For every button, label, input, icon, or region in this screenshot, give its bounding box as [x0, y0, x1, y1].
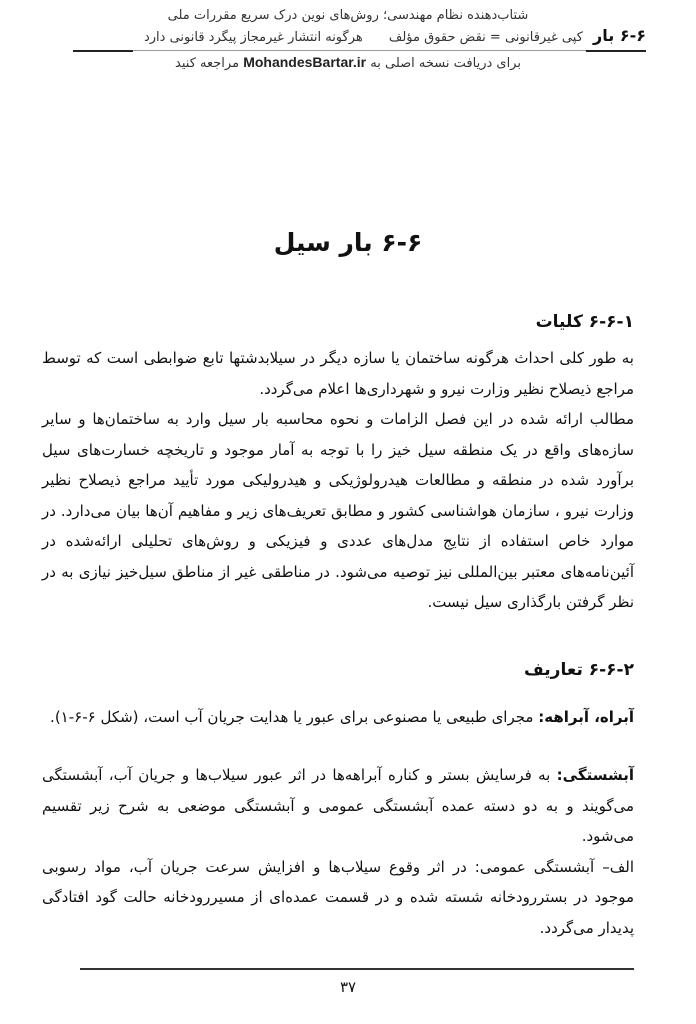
- definition-term: آبشستگی:: [556, 766, 634, 784]
- header-rule-middle: [133, 50, 586, 51]
- header-site-link[interactable]: MohandesBartar.ir: [243, 54, 367, 70]
- definition-text: به فرسایش بستر و کناره آبراهه‌ها در اثر عبور سیلاب‌ها و جریان آب، آبشستگی می‌گویند و به دو دسته عمده آبشستگی عمومی و آبشستگی موضعی به شرح زیر تقسیم می‌شود.: [42, 766, 634, 845]
- definition-item: [42, 852, 634, 944]
- header-rule-right: [586, 50, 646, 52]
- header-book-title: شتاب‌دهنده نظام مهندسی؛ روش‌های نوین درک سریع مقررات ملی: [167, 8, 529, 23]
- page-number: ۳۷: [339, 978, 357, 996]
- definition-abrah: [42, 702, 634, 733]
- header-running-line: [80, 26, 646, 45]
- paragraph: به طور کلی احداث هرگونه ساختمان یا سازه دیگر در سیلابدشتها تابع ضوابطی است که توسط مراجع ذیصلاح نظیر وزارت نیرو و شهرداری‌ها اعلام می‌گردد.: [42, 349, 634, 398]
- header-source-prefix: برای دریافت نسخه اصلی به: [370, 56, 521, 71]
- header-source-line: [0, 54, 696, 71]
- section-title-definitions: ۶-۶-۲ تعاریف: [524, 660, 634, 680]
- header-running-title: ۶-۶ بار: [593, 26, 646, 45]
- definition-item: [42, 702, 634, 733]
- definition-item: [42, 760, 634, 852]
- definition-text: مجرای طبیعی یا مصنوعی برای عبور یا هدایت جریان آب است، (شکل ۶-۶-۱).: [50, 708, 539, 726]
- definition-scour: [42, 760, 634, 943]
- paragraph: مطالب ارائه شده در این فصل الزامات و نحوه محاسبه بار سیل وارد به ساختمان‌ها و سایر سازه‌های واقع در یک منطقه سیل خیز را با توجه به آمار موجود و تاریخچه خسارت‌های سیل برآورد شده در منطقه و مطالعات هیدرولوژیکی و هیدرولیکی مورد تأیید مراجع ذیصلاح نظیر وزارت نیرو ، سازمان هواشناسی کشور و مطابق تعریف‌های زیر و مفاهیم آن‌ها بیان می‌دارد. در موارد خاص استفاده از نتایج مدل‌های عددی و فیزیکی و روش‌های تحلیلی ارائه‌شده در آئین‌نامه‌های معتبر بین‌المللی نیز توصیه می‌شود. در مناطقی غیر از مناطق سیل‌خیز نیازی به در نظر گرفتن بارگذاری سیل نیست.: [42, 410, 634, 611]
- chapter-title: ۶-۶ بار سیل: [273, 228, 423, 257]
- header-rule-left: [73, 50, 133, 52]
- definition-text: الف– آبشستگی عمومی: در اثر وقوع سیلاب‌ها و افزایش سرعت جریان آب، مواد رسوبی موجود در بستررودخانه شسته شده و در قسمت عمده‌ای از مسیررودخانه حالت گود افتادگی پدیدار می‌گردد.: [42, 857, 634, 937]
- footer-rule: [80, 968, 634, 970]
- definition-term: آبراه، آبراهه:: [538, 708, 634, 726]
- section-general-body: [42, 343, 634, 618]
- header-legal-notice: هرگونه انتشار غیرمجاز پیگرد قانونی دارد: [143, 30, 363, 45]
- header-copyright-notice: کپی غیرقانونی = نقض حقوق مؤلف: [388, 30, 583, 45]
- section-title-general: ۶-۶-۱ کلیات: [535, 312, 634, 332]
- header-source-suffix: مراجعه کنید: [175, 56, 240, 71]
